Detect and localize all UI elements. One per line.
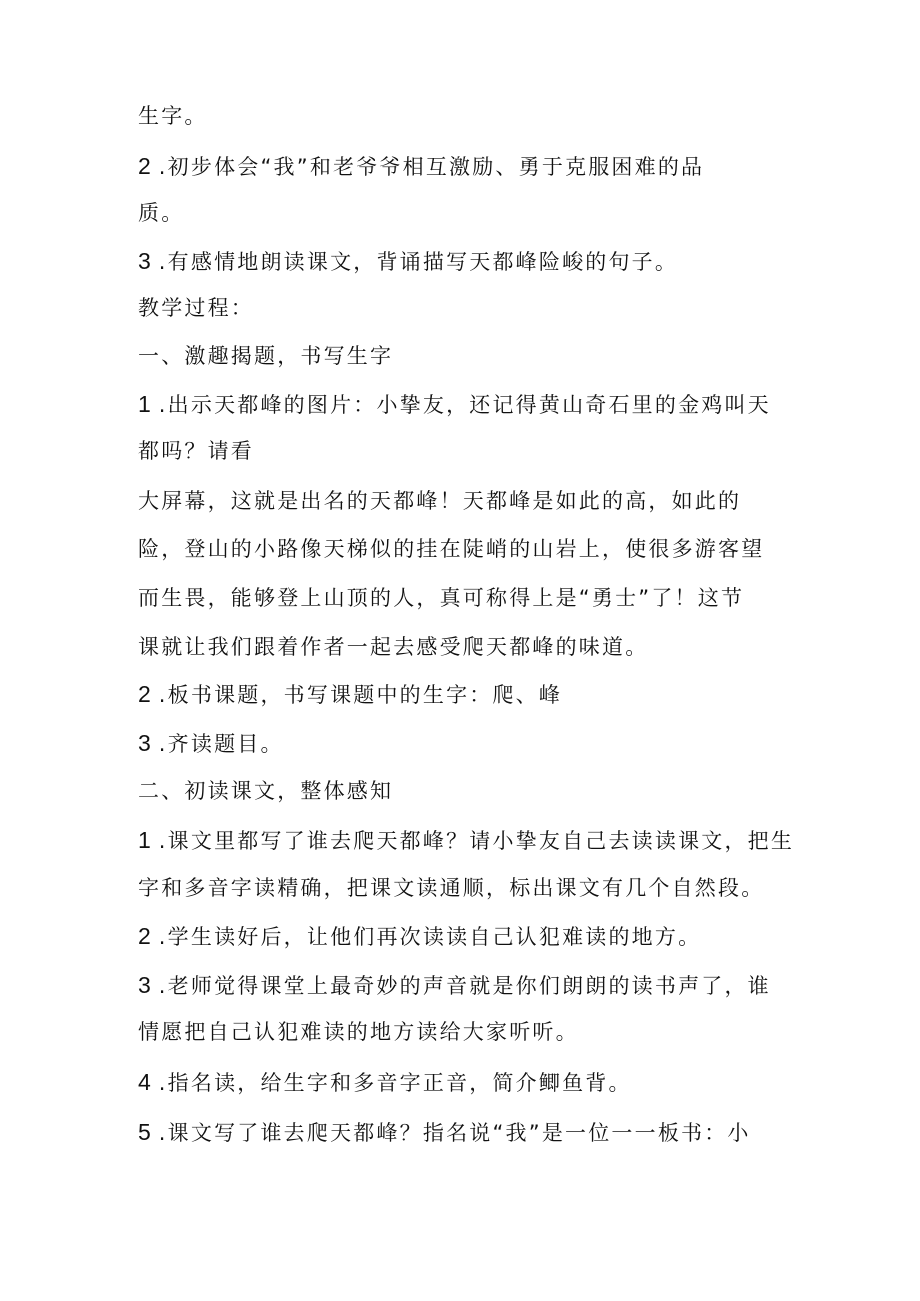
text-line [138, 1118, 751, 1147]
text-line [138, 729, 284, 758]
item-number: 1 [138, 827, 151, 853]
line-text: .有感情地朗读课文，背诵描写天都峰险峻的句子。 [158, 250, 679, 274]
text-line [138, 487, 741, 515]
item-number: 3 [138, 248, 151, 274]
text-line [138, 971, 771, 1000]
line-text: 一、激趣揭题，书写生字 [138, 344, 394, 368]
line-text: .出示天都峰的图片：小挚友，还记得黄山奇石里的金鸡叫天 [158, 393, 771, 417]
line-text: 二、初读课文，整体感知 [138, 779, 394, 803]
text-line [138, 874, 764, 902]
line-text: .指名读，给生字和多音字正音，简介鲫鱼背。 [158, 1071, 632, 1095]
text-line [138, 437, 254, 465]
line-text: 而生畏，能够登上山顶的人，真可称得上是“勇士”了！这节 [138, 586, 745, 610]
text-line [138, 390, 771, 419]
line-text: 字和多音字读精确，把课文读通顺，标出课文有几个自然段。 [138, 876, 765, 900]
line-text: 大屏幕，这就是出名的天都峰！天都峰是如此的高，如此的 [138, 489, 742, 513]
text-line [138, 680, 562, 709]
line-text: 生字。 [138, 104, 208, 128]
line-text: .老师觉得课堂上最奇妙的声音就是你们朗朗的读书声了，谁 [158, 974, 771, 998]
text-line [138, 152, 704, 181]
line-text: 教学过程： [138, 296, 254, 320]
text-line [138, 294, 254, 322]
text-line [138, 199, 184, 227]
line-text: .学生读好后，让他们再次读读自己认犯难读的地方。 [158, 925, 702, 949]
line-text: 课就让我们跟着作者一起去感受爬天都峰的味道。 [138, 635, 649, 659]
item-number: 5 [138, 1119, 151, 1145]
text-line [138, 826, 794, 855]
text-line [138, 102, 208, 130]
line-text: .课文里都写了谁去爬天都峰？请小挚友自己去读读课文，把生 [158, 829, 795, 853]
line-text: 都吗？请看 [138, 439, 254, 463]
text-line [138, 922, 701, 951]
text-line [138, 342, 393, 370]
text-line [138, 535, 764, 563]
line-text: .齐读题目。 [158, 732, 284, 756]
item-number: 2 [138, 681, 151, 707]
item-number: 3 [138, 730, 151, 756]
text-line [138, 584, 744, 612]
text-line [138, 1018, 579, 1046]
text-line [138, 1068, 632, 1097]
item-number: 1 [138, 391, 151, 417]
item-number: 2 [138, 153, 151, 179]
line-text: 险，登山的小路像天梯似的挂在陡峭的山岩上，使很多游客望 [138, 537, 765, 561]
text-line [138, 633, 648, 661]
line-text: .初步体会“我”和老爷爷相互激励、勇于克服困难的品 [158, 155, 705, 179]
text-line [138, 777, 393, 805]
item-number: 3 [138, 972, 151, 998]
line-text: 情愿把自己认犯难读的地方读给大家听听。 [138, 1020, 579, 1044]
item-number: 4 [138, 1069, 151, 1095]
text-line [138, 247, 678, 276]
line-text: .课文写了谁去爬天都峰？指名说“我”是一位一一板书：小 [158, 1121, 751, 1145]
item-number: 2 [138, 923, 151, 949]
line-text: 质。 [138, 201, 185, 225]
line-text: .板书课题，书写课题中的生字：爬、峰 [158, 683, 563, 707]
